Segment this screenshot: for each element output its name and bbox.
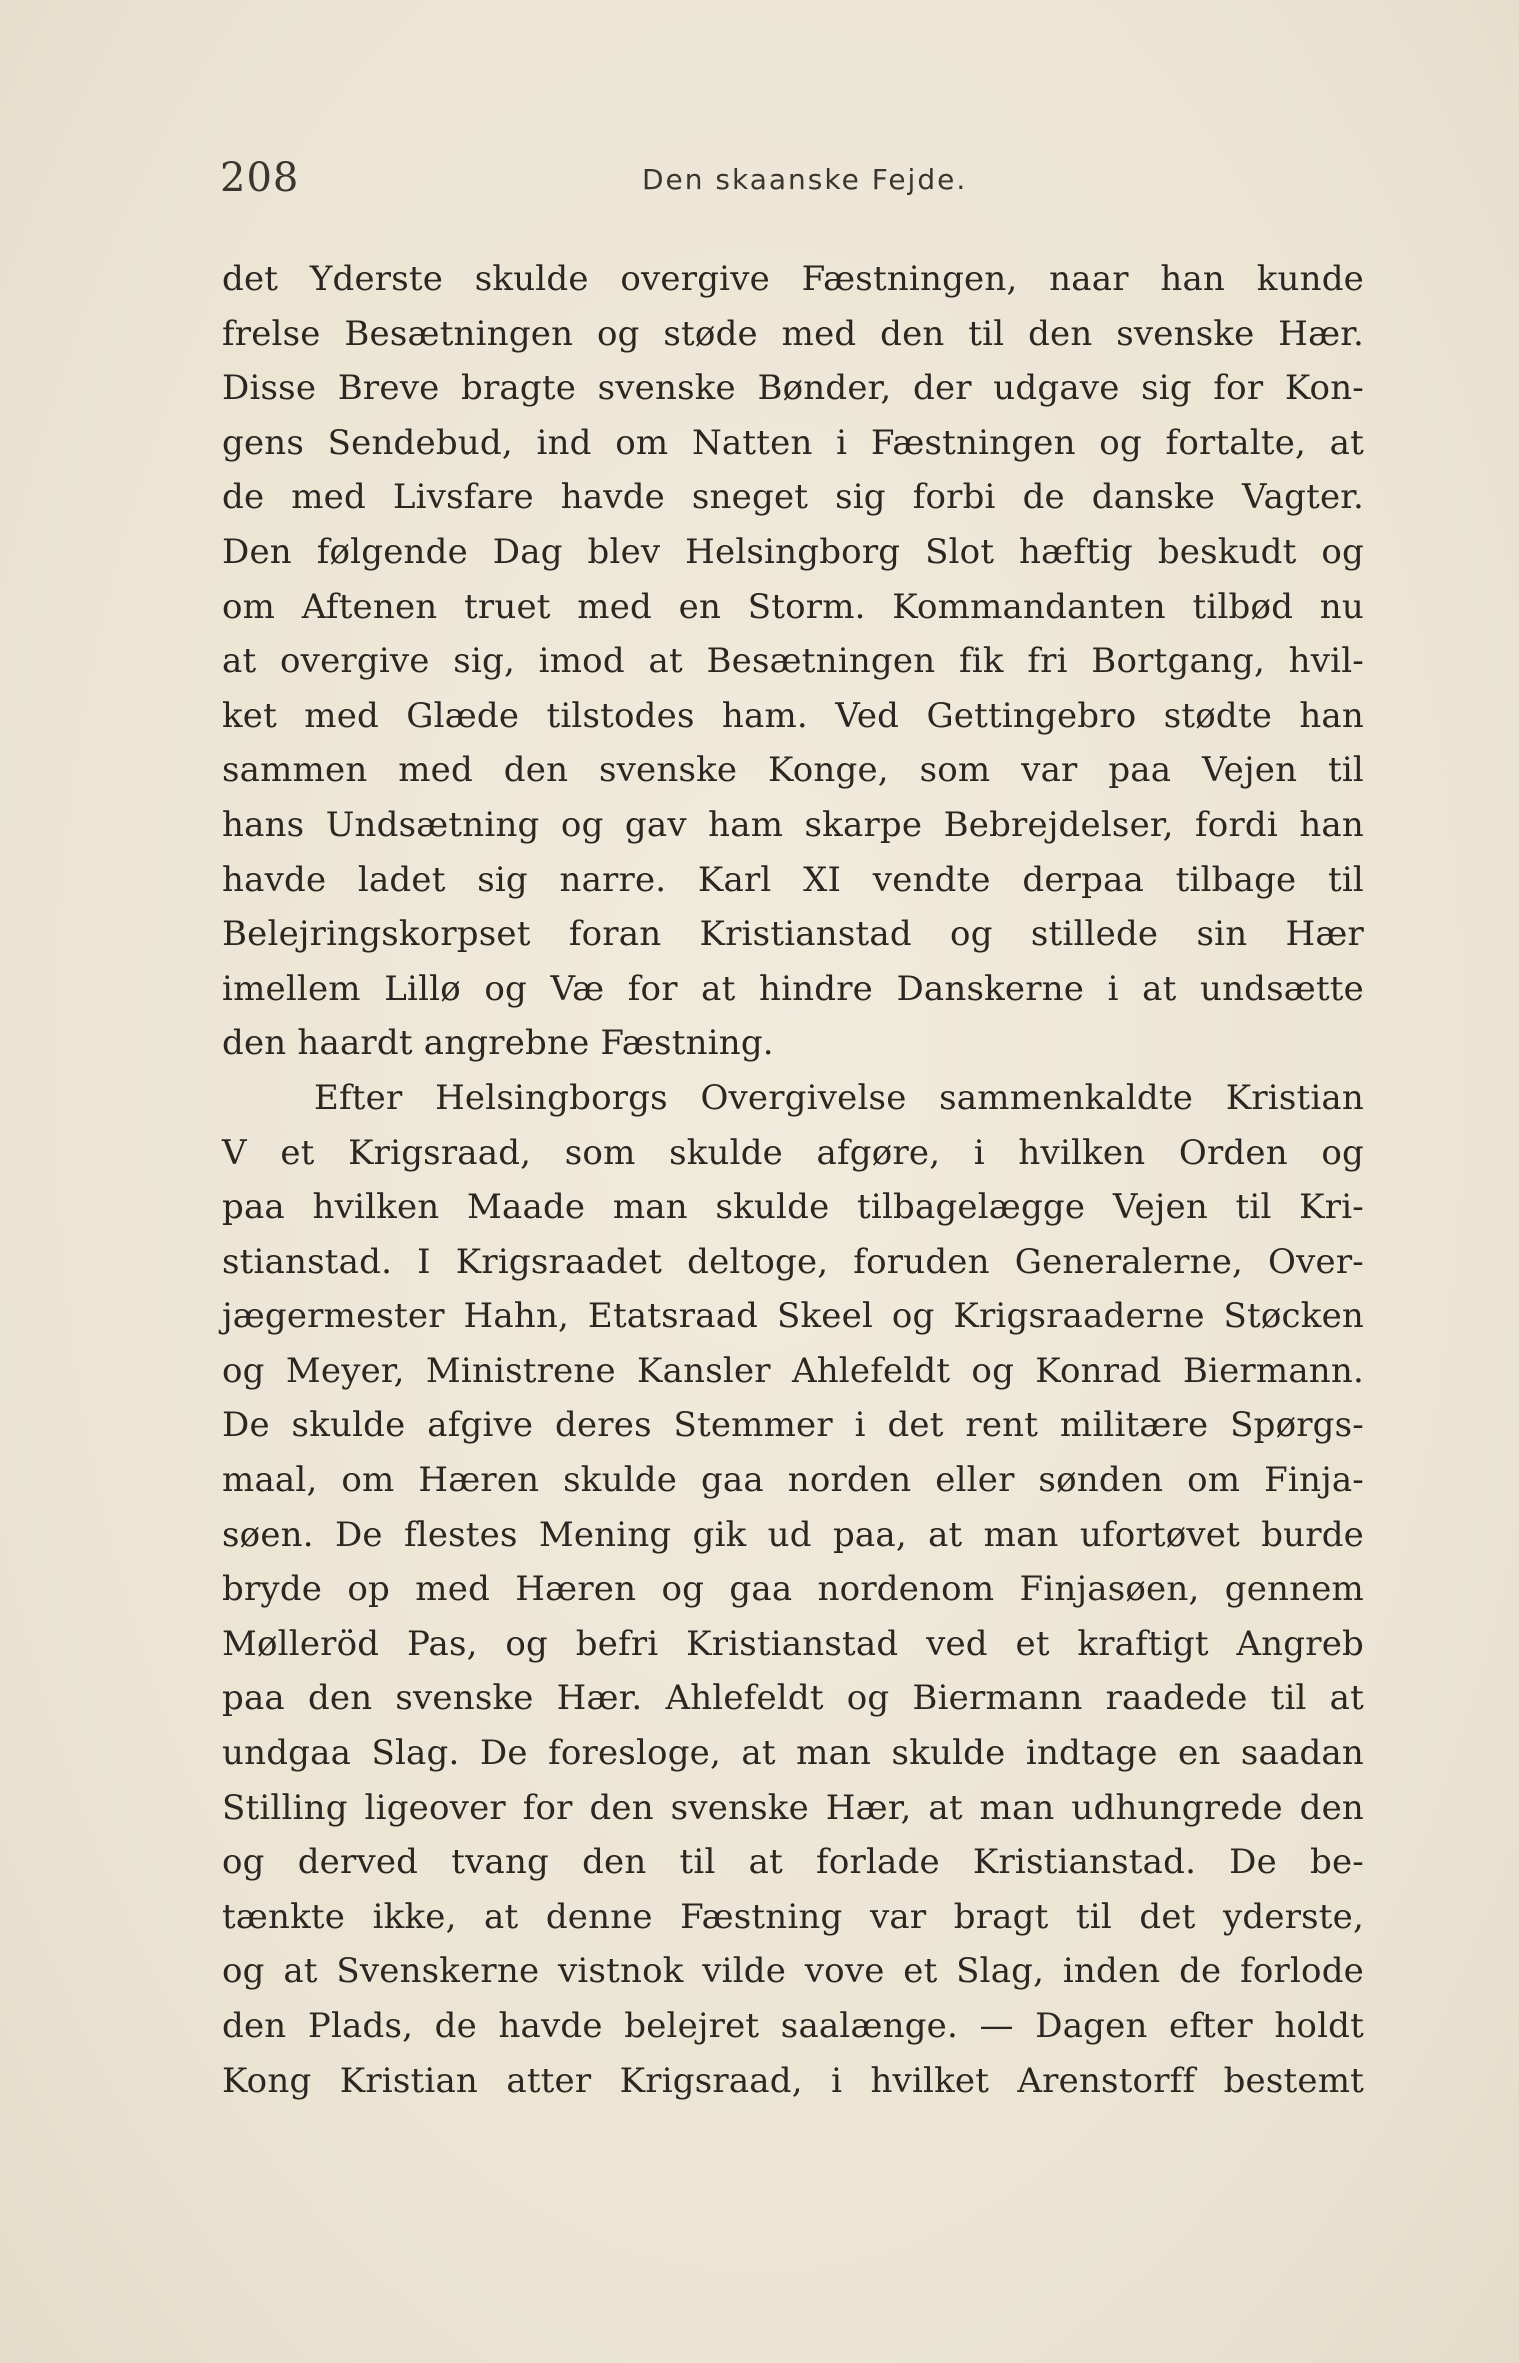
text-line: jægermester Hahn, Etatsraad Skeel og Krigsraaderne Støcken xyxy=(222,1296,1364,1337)
text-line: Mølleröd Pas, og befri Kristianstad ved et kraftigt Angreb xyxy=(222,1623,1364,1664)
text-line: undgaa Slag. De foresloge, at man skulde indtage en saadan xyxy=(222,1733,1364,1774)
text-line: og derved tvang den til at forlade Kristianstad. De be- xyxy=(222,1842,1364,1883)
text-line: den Plads, de havde belejret saalænge. — Dagen efter holdt xyxy=(222,2006,1364,2046)
text-line: frelse Besætningen og støde med den til den svenske Hær. xyxy=(222,313,1364,354)
text-line: Kong Kristian atter Krigsraad, i hvilket Arenstorff bestemt xyxy=(222,2060,1364,2101)
text-line: stianstad. I Krigsraadet deltoge, foruden Generalerne, Over- xyxy=(222,1241,1364,1282)
text-line: De skulde afgive deres Stemmer i det rent militære Spørgs- xyxy=(222,1405,1364,1446)
text-line: gens Sendebud, ind om Natten i Fæstningen og fortalte, at xyxy=(222,422,1364,463)
text-line: søen. De flestes Mening gik ud paa, at man ufortøvet burde xyxy=(222,1514,1364,1555)
text-line: de med Livsfare havde sneget sig forbi de danske Vagter. xyxy=(222,477,1364,518)
text-line: imellem Lillø og Væ for at hindre Danskerne i at undsætte xyxy=(222,968,1364,1009)
text-line: ket med Glæde tilstodes ham. Ved Gettingebro stødte han xyxy=(222,695,1364,736)
text-line: Disse Breve bragte svenske Bønder, der udgave sig for Kon- xyxy=(222,368,1364,409)
text-line: og at Svenskerne vistnok vilde vove et Slag, inden de forlode xyxy=(222,1951,1364,1992)
text-line: hans Undsætning og gav ham skarpe Bebrejdelser, fordi han xyxy=(222,804,1364,845)
text-line: Efter Helsingborgs Overgivelse sammenkaldte Kristian xyxy=(314,1077,1364,1118)
text-line: og Meyer, Ministrene Kansler Ahlefeldt og Konrad Biermann. xyxy=(222,1350,1364,1391)
text-line: paa hvilken Maade man skulde tilbagelægge Vejen til Kri- xyxy=(222,1187,1364,1228)
text-line: havde ladet sig narre. Karl XI vendte derpaa tilbage til xyxy=(222,859,1364,900)
text-line: om Aftenen truet med en Storm. Kommandanten tilbød nu xyxy=(222,586,1364,627)
text-line: tænkte ikke, at denne Fæstning var bragt til det yderste, xyxy=(222,1896,1364,1937)
text-line: den haardt angrebne Fæstning. xyxy=(222,1023,774,1064)
text-line: paa den svenske Hær. Ahlefeldt og Biermann raadede til at xyxy=(222,1678,1364,1719)
body-text xyxy=(222,252,1364,2108)
text-line: bryde op med Hæren og gaa nordenom Finjasøen, gennem xyxy=(222,1569,1364,1610)
text-line: sammen med den svenske Konge, som var paa Vejen til xyxy=(222,750,1364,791)
text-line: Den følgende Dag blev Helsingborg Slot hæftig beskudt og xyxy=(222,531,1364,572)
page-number: 208 xyxy=(220,155,300,201)
text-line: at overgive sig, imod at Besætningen fik fri Bortgang, hvil- xyxy=(222,641,1364,682)
text-line: Belejringskorpset foran Kristianstad og stillede sin Hær xyxy=(222,914,1364,955)
text-line: det Yderste skulde overgive Fæstningen, naar han kunde xyxy=(222,259,1364,299)
text-line: V et Krigsraad, som skulde afgøre, i hvilken Orden og xyxy=(222,1132,1364,1173)
text-line: maal, om Hæren skulde gaa norden eller sønden om Finja- xyxy=(222,1460,1364,1501)
page-header xyxy=(220,155,1370,205)
text-line: Stilling ligeover for den svenske Hær, at man udhungrede den xyxy=(222,1787,1364,1828)
running-title: Den skaanske Fejde. xyxy=(642,163,968,196)
